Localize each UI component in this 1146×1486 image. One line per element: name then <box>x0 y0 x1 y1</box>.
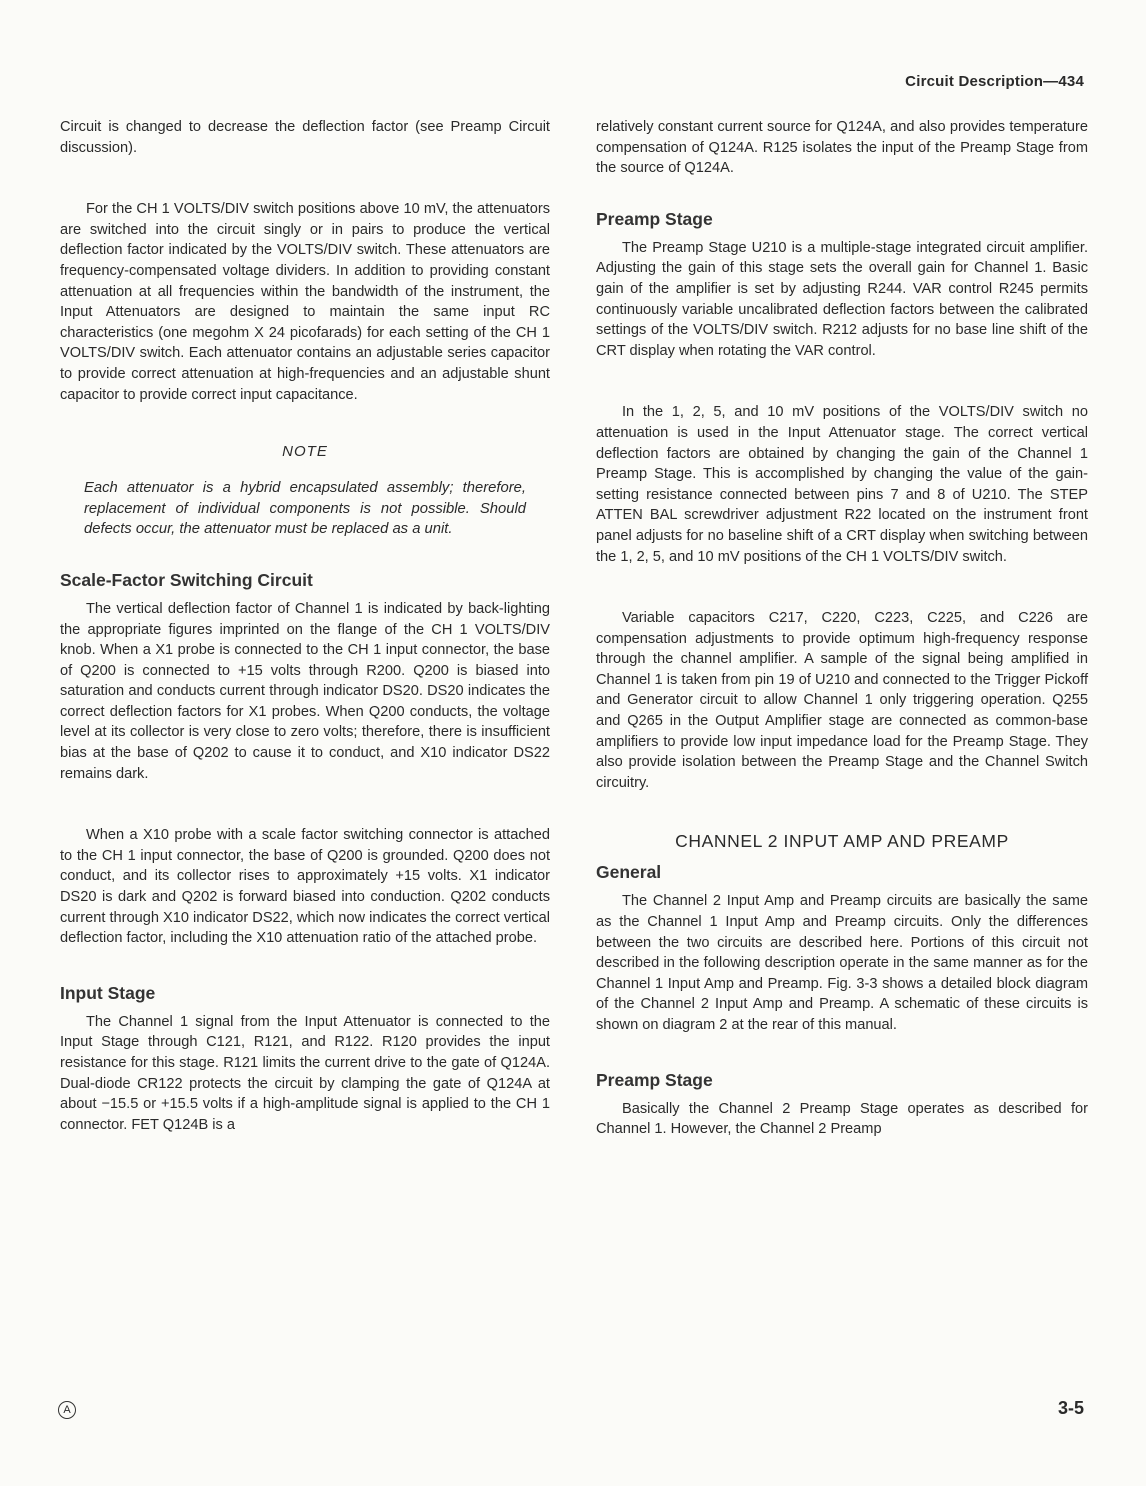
heading-input-stage: Input Stage <box>60 982 156 1003</box>
left-paragraph-4: When a X10 probe with a scale factor switching connector is attached to the CH 1 input connector, the base of Q200 is grounded. Q200 does not conduct, and its collector rises to approximately +15 volts. X1 indicator DS20 is dark and Q202 is forward biased into conduction. Q202 conducts current through X10 indicator DS22, which now indicates the correct vertical deflection factor, including the X10 attenuation ratio of the attached probe. <box>60 827 550 947</box>
heading-general: General <box>596 862 662 883</box>
note-title: NOTE <box>282 443 328 461</box>
right-paragraph-6: Basically the Channel 2 Preamp Stage operates as described for Channel 1. However, the Channel 2 Preamp <box>596 1100 1088 1138</box>
left-paragraph-2: For the CH 1 VOLTS/DIV switch positions above 10 mV, the attenuators are switched into the circuit singly or in pairs to produce the vertical deflection factor indicated by the VOLTS/DIV switch. These attenuators are frequency-compensated voltage dividers. In addition to providing constant attenuation at all frequencies within the bandwidth of the instrument, the Input Attenuators are designed to maintain the same input RC characteristics (one megohm X 24 picofarads) for each setting of the CH 1 VOLTS/DIV switch. Each attenuator contains an adjustable series capacitor to provide correct attenuation at high-frequencies and an adjustable shunt capacitor to provide correct input capacitance. <box>60 201 550 403</box>
running-header: Circuit Description—434 <box>905 73 1084 90</box>
left-column <box>60 117 550 1135</box>
revision-mark <box>58 1400 76 1419</box>
right-paragraph-1: relatively constant current source for Q124A, and also provides temperature compensation of Q124A. R125 isolates the input of the Preamp Stage from the source of Q124A. <box>596 119 1088 177</box>
left-paragraph-5: The Channel 1 signal from the Input Attenuator is connected to the Input Stage through C121, R121, and R122. R120 provides the input resistance for this stage. R121 limits the current drive to the gate of Q124A. Dual-diode CR122 protects the circuit by clamping the gate of Q124A at about −15.5 or +15.5 volts if a high-amplitude signal is applied to the CH 1 connector. FET Q124B is a <box>60 1013 550 1133</box>
right-column <box>596 117 1088 1140</box>
circled-a-icon: A <box>58 1401 76 1419</box>
right-paragraph-2: The Preamp Stage U210 is a multiple-stage integrated circuit amplifier. Adjusting the gain of this stage sets the overall gain for Channel 1. Basic gain of the amplifier is set by adjusting R244. VAR control R245 permits continuously variable uncalibrated deflection factors between the calibrated settings of the VOLTS/DIV switch. R212 adjusts for no base line shift of the CRT display when rotating the VAR control. <box>596 239 1088 359</box>
heading-preamp-stage-2: Preamp Stage <box>596 1069 713 1090</box>
page-number: 3-5 <box>1057 1398 1084 1418</box>
heading-preamp-stage: Preamp Stage <box>596 208 713 229</box>
right-paragraph-3: In the 1, 2, 5, and 10 mV positions of the VOLTS/DIV switch no attenuation is used in the Input Attenuator stage. The correct vertical deflection factors are obtained by changing the gain of the Channel 1 Preamp Stage. This is accomplished by changing the value of the gain-setting resistance connected between pins 7 and 8 of U210. The STEP ATTEN BAL screwdriver adjustment R22 located on the instrument front panel adjusts for no baseline shift of a CRT display when switching between the 1, 2, 5, and 10 mV positions of the CH 1 VOLTS/DIV switch. <box>596 404 1088 565</box>
right-paragraph-4: Variable capacitors C217, C220, C223, C225, and C226 are compensation adjustments to provide optimum high-frequency response through the channel amplifier. A sample of the signal being amplified in Channel 1 is taken from pin 19 of U210 and connected to the Trigger Pickoff and Generator circuit to allow Channel 1 only triggering operation. Q255 and Q265 in the Output Amplifier stage are connected as common-base amplifiers to provide low input impedance load for the Preamp Stage. They also provide isolation between the Preamp Stage and the Channel Switch circuitry. <box>596 610 1088 791</box>
heading-channel-2: CHANNEL 2 INPUT AMP AND PREAMP <box>675 831 1009 852</box>
left-paragraph-3: The vertical deflection factor of Channel 1 is indicated by back-lighting the appropriate figures imprinted on the flange of the CH 1 VOLTS/DIV knob. When a X1 probe is connected to the CH 1 input connector, the base of Q200 is connected to +15 volts through R200. Q200 is biased into saturation and conducts current through indicator DS20. DS20 indicates the correct deflection factors for X1 probes. When Q200 conducts, the voltage level at its collector is very close to zero volts; therefore, there is insufficient bias at the base of Q202 to cause it to conduct, and X10 indicator DS22 remains dark. <box>60 600 550 782</box>
note-body: Each attenuator is a hybrid encapsulated assembly; therefore, replacement of individual components is not possible. Should defects occur, the attenuator must be replaced as a unit. <box>84 480 526 538</box>
right-paragraph-5: The Channel 2 Input Amp and Preamp circuits are basically the same as the Channel 1 Input Amp and Preamp circuits. Only the differences between the two circuits are described here. Portions of this circuit not described in the following description operate in the same manner as for the Channel 1 Input Amp and Preamp. Fig. 3-3 shows a detailed block diagram of the Channel 2 Input Amp and Preamp. A schematic of these circuits is shown on diagram 2 at the rear of this manual. <box>596 893 1088 1033</box>
left-paragraph-1: Circuit is changed to decrease the deflection factor (see Preamp Circuit discussion). <box>60 119 550 156</box>
heading-scale-factor: Scale-Factor Switching Circuit <box>60 569 313 590</box>
